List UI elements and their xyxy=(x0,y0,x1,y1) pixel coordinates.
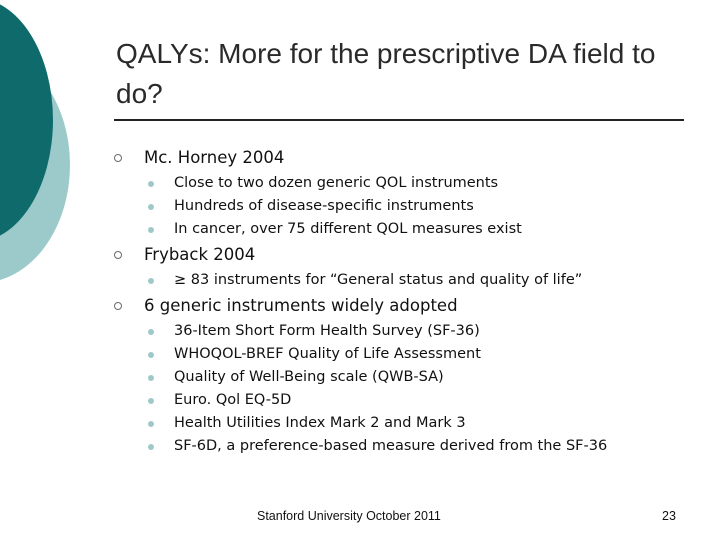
section-heading-text: Mc. Horney 2004 xyxy=(144,148,285,167)
hollow-bullet-icon xyxy=(114,251,122,259)
dot-bullet-icon xyxy=(148,375,154,381)
title-divider xyxy=(114,119,684,121)
section-heading xyxy=(114,245,714,265)
list-item xyxy=(114,366,714,389)
dot-bullet-icon xyxy=(148,352,154,358)
section-heading xyxy=(114,148,714,168)
slide-title: QALYs: More for the prescriptive DA field to do? xyxy=(116,38,656,109)
bullet-list xyxy=(114,148,714,458)
hollow-bullet-icon xyxy=(114,154,122,162)
dot-bullet-icon xyxy=(148,181,154,187)
list-item-text: Quality of Well-Being scale (QWB-SA) xyxy=(174,369,444,385)
dot-bullet-icon xyxy=(148,204,154,210)
list-item-text: Euro. Qol EQ-5D xyxy=(174,392,292,408)
hollow-bullet-icon xyxy=(114,302,122,310)
list-item xyxy=(114,389,714,412)
list-item xyxy=(114,172,714,195)
dot-bullet-icon xyxy=(148,421,154,427)
dot-bullet-icon xyxy=(148,227,154,233)
list-item-text: Close to two dozen generic QOL instruments xyxy=(174,175,499,191)
list-item xyxy=(114,218,714,241)
page-number: 23 xyxy=(662,509,676,523)
list-item-text: ≥ 83 instruments for “General status and quality of life” xyxy=(174,272,583,288)
list-item-text: 36-Item Short Form Health Survey (SF-36) xyxy=(174,323,480,339)
dot-bullet-icon xyxy=(148,278,154,284)
dot-bullet-icon xyxy=(148,329,154,335)
section-heading-text: 6 generic instruments widely adopted xyxy=(144,296,458,315)
list-item xyxy=(114,412,714,435)
list-item-text: In cancer, over 75 different QOL measures exist xyxy=(174,221,522,237)
decorative-circles xyxy=(0,0,80,300)
list-item xyxy=(114,435,714,458)
list-item-text: WHOQOL-BREF Quality of Life Assessment xyxy=(174,346,481,362)
dot-bullet-icon xyxy=(148,444,154,450)
list-item xyxy=(114,320,714,343)
list-item-text: Hundreds of disease-specific instruments xyxy=(174,198,474,214)
list-item xyxy=(114,195,714,218)
list-item xyxy=(114,269,714,292)
list-item xyxy=(114,343,714,366)
section-heading-text: Fryback 2004 xyxy=(144,245,256,264)
section-heading xyxy=(114,296,714,316)
list-item-text: SF-6D, a preference-based measure derived from the SF-36 xyxy=(174,438,608,454)
list-item-text: Health Utilities Index Mark 2 and Mark 3 xyxy=(174,415,466,431)
slide-footer: Stanford University October 2011 xyxy=(257,509,441,523)
dot-bullet-icon xyxy=(148,398,154,404)
